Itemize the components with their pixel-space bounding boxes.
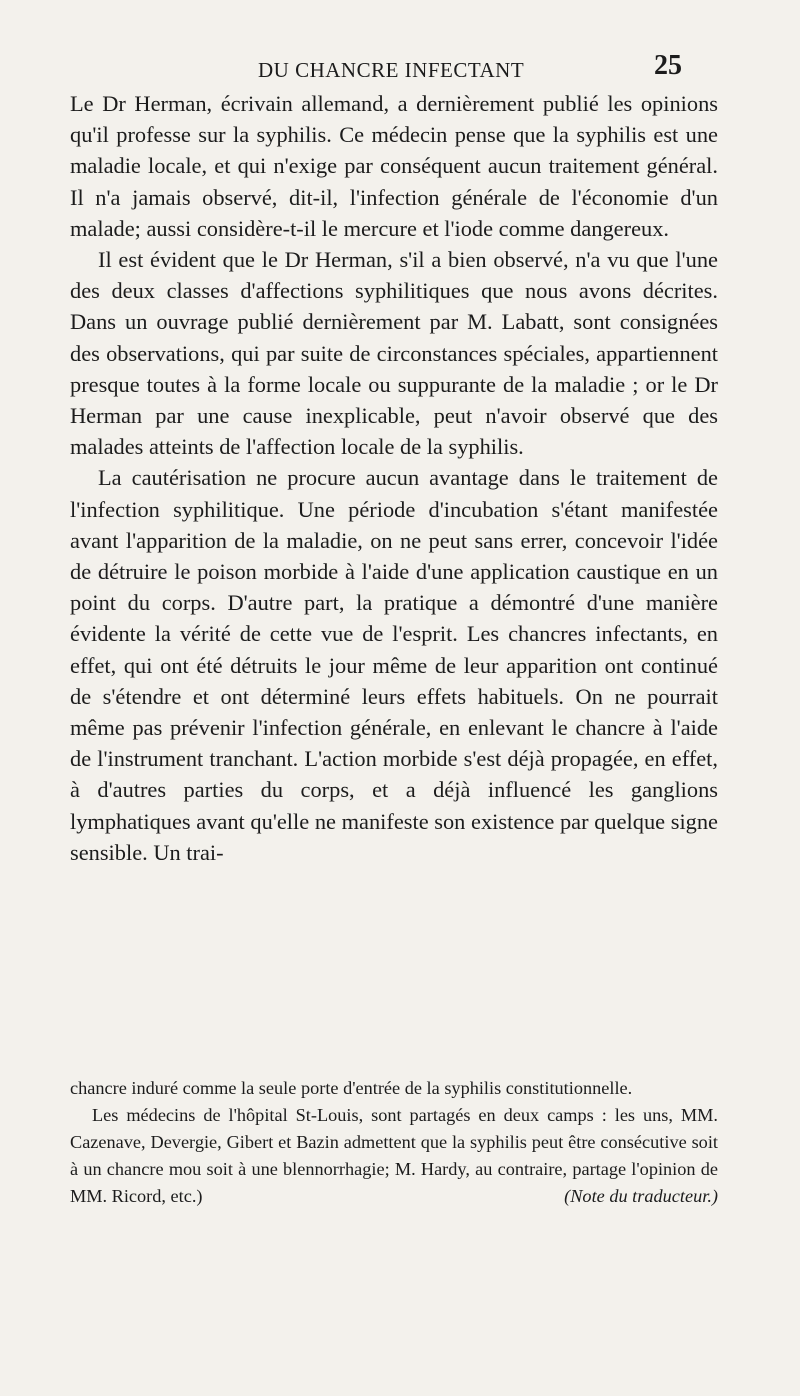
paragraph: Il est évident que le Dr Herman, s'il a bien observé, n'a vu que l'une des deux classes d'affections syphilitiques que nous avons décrites. Dans un ouvrage publié dernièrement par M. Labatt, sont consignées des observations, qui par suite de circonstances spéciales, appartiennent presque toutes à la forme locale ou suppurante de la maladie ; or le Dr Herman par une cause inexplicable, peut n'avoir observé que des malades atteints de l'affection locale de la syphilis. — [70, 247, 718, 460]
paragraph: La cautérisation ne procure aucun avantage dans le traitement de l'infection syphilitique. Une période d'incubation s'étant manifestée avant l'apparition de la maladie, on ne peut sans errer, concevoir l'idée de détruire le poison morbide à l'aide d'une application caustique en un point du corps. D'autre part, la pratique a démontré d'une manière évidente la vérité de cette vue de l'esprit. Les chancres infectants, en effet, qui ont été détruits le jour même de leur apparition ont continué de s'étendre et ont déterminé leurs effets habituels. On ne pourrait même pas prévenir l'infection générale, en enlevant le chancre à l'aide de l'instrument tranchant. L'action morbide s'est déjà propagée, en effet, à d'autres parties du corps, et a déjà influencé les ganglions lymphatiques avant qu'elle ne manifeste son existence par quelque signe sensible. Un trai- — [70, 465, 718, 865]
body-text — [70, 88, 718, 868]
note-paragraph-text: Les médecins de l'hôpital St-Louis, sont partagés en deux camps : les uns, MM. Cazenave, Devergie, Gibert et Bazin admettent que la syphilis peut être consécutive soit à un chancre mou soit à une blennorrhagie; M. Hardy, au contraire, partage l'opinion de MM. Ricord, etc.) — [70, 1105, 718, 1206]
note-paragraph — [70, 1102, 718, 1210]
running-title: DU CHANCRE INFECTANT — [258, 58, 525, 82]
paragraph: Le Dr Herman, écrivain allemand, a dernièrement publié les opinions qu'il professe sur la syphilis. Ce médecin pense que la syphilis est une maladie locale, et qui n'exige par conséquent aucun traitement général. Il n'a jamais observé, dit-il, l'infection générale de l'économie d'un malade; aussi considère-t-il le mercure et l'iode comme dangereux. — [70, 91, 718, 241]
note-paragraph: chancre induré comme la seule porte d'entrée de la syphilis constitutionnelle. — [70, 1078, 633, 1098]
page-number: 25 — [654, 50, 682, 81]
translator-note — [70, 1075, 718, 1210]
note-signature: (Note du traducteur.) — [564, 1186, 718, 1206]
running-head — [0, 50, 800, 92]
